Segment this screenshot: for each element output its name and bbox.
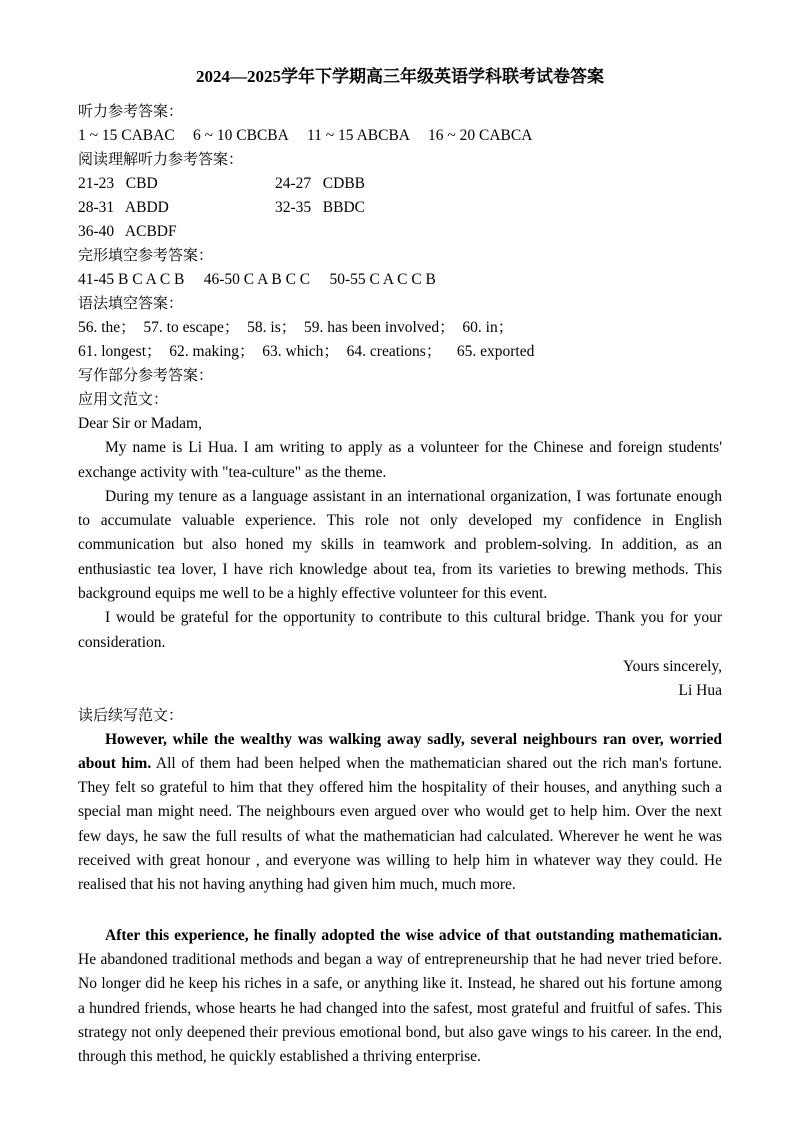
reading-answer-36-40: 36-40 ACBDF (78, 223, 177, 240)
reading-section-label: 阅读理解听力参考答案： (78, 152, 244, 168)
listening-section-label: 听力参考答案： (78, 104, 184, 120)
continuation-section-label: 读后续写范文： (78, 707, 184, 724)
grammar-answers-line-2: 61. longest； 62. making； 63. which； 64. creations； 65. exported (78, 343, 535, 360)
letter-paragraph-2: During my tenure as a language assistant in an international organization, I was fortunate enough to accumulate valuable experience. This role not only developed my confidence in English communication but also honed my skills in teamwork and problem-solving. In addition, as an enthusiastic tea lover, I have rich knowledge about tea, from its varieties to brewing methods. This background equips me well to be a highly effective volunteer for this event. (78, 487, 722, 603)
letter-paragraph-3: I would be grateful for the opportunity to contribute to this cultural bridge. Thank you for your consideration. (78, 609, 722, 651)
continuation-paragraph-2 (78, 924, 722, 1070)
reading-answer-28-31: 28-31 ABDD (78, 199, 169, 216)
cloze-answers-line: 41-45 B C A C B 46-50 C A B C C 50-55 C A C C B (78, 271, 436, 288)
continuation-paragraph-2-lead: After this experience, he finally adopted the wise advice of that outstanding mathematician. (105, 926, 722, 944)
continuation-paragraph-1-lead: However, while the wealthy was walking away sadly, several neighbours ran over, worried about him. (78, 730, 722, 772)
cloze-section-label: 完形填空参考答案： (78, 248, 214, 264)
reading-answers-row-2 (78, 196, 722, 220)
continuation-paragraph-1-body: All of them had been helped when the mathematician shared out the rich man's fortune. They felt so grateful to him that they offered him the hospitality of their houses, and anything such a special man might need. The neighbours even argued over who would get to help him. Over the next few days, he saw the full results of what the mathematician had calculated. Wherever he went he was received with great honour , and everyone was willing to help him in whatever way they could. He realised that his not having anything had given him much, much more. (78, 754, 722, 894)
reading-answer-24-27: 24-27 CDBB (275, 175, 365, 192)
listening-answer-group-1: 1 ~ 15 CABAC (78, 127, 175, 144)
reading-answer-21-23: 21-23 CBD (78, 175, 158, 192)
writing-section-label: 写作部分参考答案： (78, 368, 214, 384)
applied-writing-label: 应用文范文： (78, 392, 169, 408)
grammar-answers-line-1: 56. the； 57. to escape； 58. is； 59. has been involved； 60. in； (78, 319, 514, 336)
reading-answers-row-3 (78, 220, 722, 244)
continuation-paragraph-1 (78, 728, 722, 898)
reading-answer-32-35: 32-35 BBDC (275, 199, 365, 216)
reading-answers-row-1 (78, 172, 722, 196)
letter-salutation: Dear Sir or Madam, (78, 415, 202, 432)
listening-answer-group-4: 16 ~ 20 CABCA (428, 127, 533, 144)
listening-answer-group-2: 6 ~ 10 CBCBA (193, 127, 289, 144)
letter-signature: Li Hua (678, 682, 722, 700)
continuation-paragraph-2-body: He abandoned traditional methods and began a way of entrepreneurship that he had never tried before. No longer did he keep his riches in a safe, or anything like it. Instead, he shared out his fortune among a hundred friends, whose hearts he had changed into the safest, most grateful and fruitful of safes. This strategy not only deepened their previous emotional bond, but also gave wings to his career. In the end, through this method, he quickly established a thriving enterprise. (78, 950, 722, 1066)
listening-answer-group-3: 11 ~ 15 ABCBA (307, 127, 410, 144)
letter-closing: Yours sincerely, (622, 657, 722, 675)
listening-answers-row (78, 124, 722, 148)
letter-paragraph-1: My name is Li Hua. I am writing to apply as a volunteer for the Chinese and foreign students' exchange activity with "tea-culture" as the theme. (78, 439, 722, 481)
grammar-section-label: 语法填空答案： (78, 296, 184, 312)
page-title: 2024—2025学年下学期高三年级英语学科联考试卷答案 (196, 67, 604, 86)
